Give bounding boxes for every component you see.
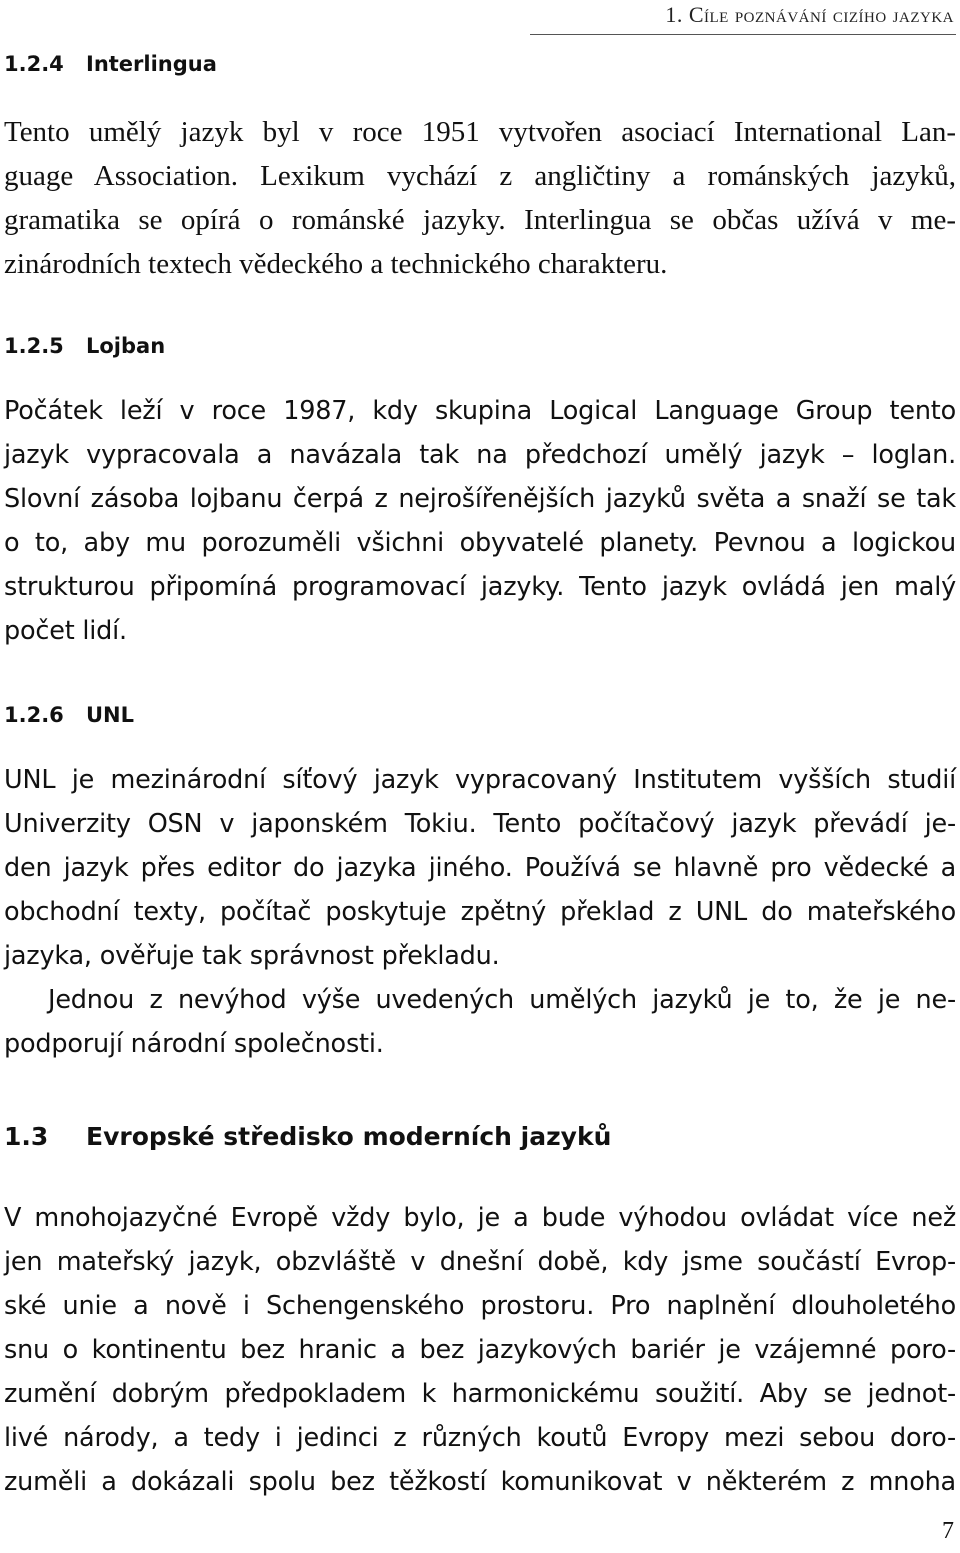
text-line: snu o kontinentu bez hranic a bez jazykových bariér je vzájemné poro- [4, 1335, 956, 1365]
text-line: jen mateřský jazyk, obzvláště v dnešní době, kdy jsme součástí Evrop- [4, 1247, 956, 1277]
text-line: jazyk vypracovala a navázala tak na předchozí umělý jazyk – loglan. [4, 440, 956, 470]
text-line: Tento umělý jazyk byl v roce 1951 vytvořen asociací International Lan- [4, 116, 956, 148]
text-line: Univerzity OSN v japonském Tokiu. Tento počítačový jazyk převádí je- [4, 809, 956, 839]
text-line: livé národy, a tedy i jedinci z různých koutů Evropy mezi sebou doro- [4, 1423, 956, 1453]
text-line: ské unie a nově i Schengenského prostoru. Pro naplnění dlouholetého [4, 1291, 956, 1321]
text-line: Počátek leží v roce 1987, kdy skupina Logical Language Group tento [4, 396, 956, 426]
page-number: 7 [942, 1518, 954, 1544]
subsection-heading-unl [4, 703, 134, 727]
text-line: zuměli a dokázali spolu bez těžkostí komunikovat v některém z mnoha [4, 1467, 956, 1497]
text-line: jazyka, ověřuje tak správnost překladu. [4, 941, 500, 971]
subsection-heading-lojban [4, 334, 165, 358]
text-line: podporují národní společnosti. [4, 1029, 384, 1059]
text-line: guage Association. Lexikum vychází z angličtiny a románských jazyků, [4, 160, 956, 192]
text-line: Slovní zásoba lojbanu čerpá z nejrošířenějších jazyků světa a snaží se tak [4, 484, 956, 514]
header-rule [530, 34, 956, 35]
paragraph-lojban [4, 389, 956, 653]
section-heading-ecml [4, 1122, 611, 1151]
section-title: Evropské středisko moderních jazyků [86, 1122, 612, 1151]
text-line: obchodní texty, počítač poskytuje zpětný překlad z UNL do mateřského [4, 897, 956, 927]
text-line: zumění dobrým předpokladem k harmonickému soužití. Aby se jednot- [4, 1379, 956, 1409]
text-line: o to, aby mu porozuměli všichni obyvatelé planety. Pevnou a logickou [4, 528, 956, 558]
paragraph-ecml [4, 1196, 956, 1504]
section-number: 1.3 [4, 1122, 49, 1151]
text-line: strukturou připomíná programovací jazyky. Tento jazyk ovládá jen malý [4, 572, 956, 602]
paragraph-unl [4, 758, 956, 1066]
subsection-number: 1.2.5 [4, 334, 64, 358]
subsection-heading-interlingua [4, 52, 217, 76]
paragraph-interlingua [4, 110, 956, 286]
subsection-number: 1.2.4 [4, 52, 64, 76]
text-line: den jazyk přes editor do jazyka jiného. Používá se hlavně pro vědecké a [4, 853, 956, 883]
subsection-number: 1.2.6 [4, 703, 64, 727]
text-line: gramatika se opírá o románské jazyky. Interlingua se občas užívá v me- [4, 204, 956, 236]
text-line: počet lidí. [4, 616, 127, 646]
running-head: 1. Cíle poznávání cizího jazyka [665, 2, 954, 27]
text-line: UNL je mezinárodní síťový jazyk vypracovaný Institutem vyšších studií [4, 765, 956, 795]
subsection-title: UNL [86, 703, 135, 727]
subsection-title: Interlingua [86, 52, 217, 76]
subsection-title: Lojban [86, 334, 166, 358]
text-line: zinárodních textech vědeckého a technického charakteru. [4, 248, 668, 280]
text-line: Jednou z nevýhod výše uvedených umělých jazyků je to, že je ne- [48, 985, 956, 1015]
text-line: V mnohojazyčné Evropě vždy bylo, je a bude výhodou ovládat více než [4, 1203, 956, 1233]
